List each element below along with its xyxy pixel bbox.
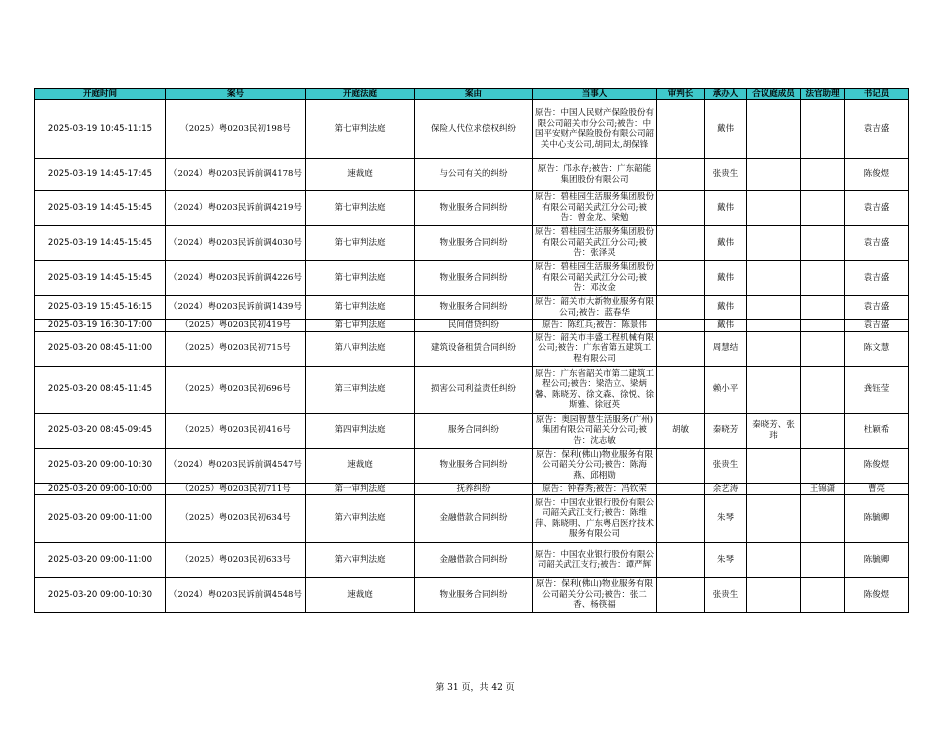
- presiding-judge-cell: [657, 320, 705, 332]
- cause-cell: 金融借款合同纠纷: [415, 543, 533, 578]
- presiding-judge-cell: [657, 100, 705, 159]
- header-handler: 承办人: [705, 89, 747, 100]
- panel-members-cell: [747, 159, 801, 191]
- parties-cell: 原告：钟春秀;被告：冯钦荣: [533, 483, 657, 495]
- case-number-cell: （2024）粤0203民诉前调4178号: [166, 159, 306, 191]
- clerk-cell: 袁吉盛: [845, 226, 909, 261]
- case-number-cell: （2025）粤0203民初419号: [166, 320, 306, 332]
- judge-assistant-cell: [801, 331, 845, 366]
- judge-assistant-cell: [801, 495, 845, 543]
- page-footer: 第 31 页，共 42 页: [435, 683, 515, 693]
- case-number-cell: （2024）粤0203民诉前调4226号: [166, 261, 306, 296]
- table-row: [35, 578, 909, 613]
- handler-cell: 余艺涛: [705, 483, 747, 495]
- cause-cell: 损害公司利益责任纠纷: [415, 366, 533, 413]
- courtroom-cell: 速裁庭: [306, 159, 415, 191]
- header-cause: 案由: [415, 89, 533, 100]
- header-hearing-time: 开庭时间: [35, 89, 166, 100]
- judge-assistant-cell: [801, 448, 845, 483]
- case-number-cell: （2024）粤0203民诉前调4219号: [166, 191, 306, 226]
- handler-cell: 秦晓芳: [705, 413, 747, 448]
- handler-cell: 朱琴: [705, 495, 747, 543]
- header-parties: 当事人: [533, 89, 657, 100]
- courtroom-cell: 第四审判法庭: [306, 413, 415, 448]
- clerk-cell: 袁吉盛: [845, 191, 909, 226]
- handler-cell: 戴伟: [705, 320, 747, 332]
- handler-cell: 张贵生: [705, 159, 747, 191]
- panel-members-cell: [747, 320, 801, 332]
- cause-cell: 民间借贷纠纷: [415, 320, 533, 332]
- cause-cell: 物业服务合同纠纷: [415, 448, 533, 483]
- panel-members-cell: [747, 296, 801, 320]
- parties-cell: 原告：碧桂园生活服务集团股份有限公司韶关武江分公司;被告：邓汝金: [533, 261, 657, 296]
- judge-assistant-cell: 王锦潇: [801, 483, 845, 495]
- parties-cell: 原告：中国农业银行股份有限公司韶关武江支行;被告：陈维萍、陈晓明、广东粤启医疗技术服务有限公司: [533, 495, 657, 543]
- handler-cell: 戴伟: [705, 191, 747, 226]
- judge-assistant-cell: [801, 226, 845, 261]
- case-number-cell: （2024）粤0203民诉前调4547号: [166, 448, 306, 483]
- clerk-cell: 袁吉盛: [845, 261, 909, 296]
- parties-cell: 原告：保利(佛山)物业服务有限公司韶关分公司;被告：陈海燕、邱栩勋: [533, 448, 657, 483]
- judge-assistant-cell: [801, 366, 845, 413]
- courtroom-cell: 第六审判法庭: [306, 495, 415, 543]
- header-row: [35, 89, 909, 100]
- hearing-time-cell: 2025-03-20 09:00-10:00: [35, 483, 166, 495]
- courtroom-cell: 第七审判法庭: [306, 100, 415, 159]
- clerk-cell: 袁吉盛: [845, 100, 909, 159]
- case-number-cell: （2024）粤0203民诉前调4030号: [166, 226, 306, 261]
- presiding-judge-cell: [657, 226, 705, 261]
- table-row: [35, 366, 909, 413]
- hearing-time-cell: 2025-03-19 14:45-15:45: [35, 226, 166, 261]
- table-row: [35, 495, 909, 543]
- hearing-time-cell: 2025-03-20 09:00-10:30: [35, 578, 166, 613]
- header-case-number: 案号: [166, 89, 306, 100]
- case-number-cell: （2025）粤0203民初198号: [166, 100, 306, 159]
- cause-cell: 金融借款合同纠纷: [415, 495, 533, 543]
- handler-cell: 戴伟: [705, 226, 747, 261]
- hearing-schedule-table: [34, 88, 909, 613]
- cause-cell: 物业服务合同纠纷: [415, 226, 533, 261]
- judge-assistant-cell: [801, 413, 845, 448]
- panel-members-cell: [747, 366, 801, 413]
- clerk-cell: 袁吉盛: [845, 296, 909, 320]
- courtroom-cell: 第三审判法庭: [306, 366, 415, 413]
- hearing-time-cell: 2025-03-20 09:00-11:00: [35, 543, 166, 578]
- presiding-judge-cell: [657, 191, 705, 226]
- hearing-time-cell: 2025-03-19 16:30-17:00: [35, 320, 166, 332]
- panel-members-cell: [747, 495, 801, 543]
- hearing-time-cell: 2025-03-19 14:45-17:45: [35, 159, 166, 191]
- hearing-time-cell: 2025-03-19 14:45-15:45: [35, 261, 166, 296]
- parties-cell: 原告：广东省韶关市第二建筑工程公司;被告：梁浩立、梁炳馨、陈晓芳、徐文森、徐悦、徐斯雅、徐冠英: [533, 366, 657, 413]
- parties-cell: 原告：陈红兵;被告：陈景伟: [533, 320, 657, 332]
- header-panel-members: 合议庭成员: [747, 89, 801, 100]
- hearing-time-cell: 2025-03-20 08:45-11:45: [35, 366, 166, 413]
- panel-members-cell: [747, 226, 801, 261]
- case-number-cell: （2025）粤0203民初633号: [166, 543, 306, 578]
- panel-members-cell: [747, 578, 801, 613]
- case-number-cell: （2025）粤0203民初696号: [166, 366, 306, 413]
- case-number-cell: （2025）粤0203民初416号: [166, 413, 306, 448]
- clerk-cell: 陈毓卿: [845, 543, 909, 578]
- presiding-judge-cell: [657, 578, 705, 613]
- courtroom-cell: 第八审判法庭: [306, 331, 415, 366]
- case-number-cell: （2025）粤0203民初634号: [166, 495, 306, 543]
- handler-cell: 戴伟: [705, 261, 747, 296]
- case-number-cell: （2025）粤0203民初711号: [166, 483, 306, 495]
- judge-assistant-cell: [801, 191, 845, 226]
- table-row: [35, 100, 909, 159]
- cause-cell: 物业服务合同纠纷: [415, 191, 533, 226]
- hearing-time-cell: 2025-03-20 09:00-10:30: [35, 448, 166, 483]
- presiding-judge-cell: [657, 366, 705, 413]
- panel-members-cell: [747, 331, 801, 366]
- clerk-cell: 龚钰莹: [845, 366, 909, 413]
- parties-cell: 原告：奥园智慧生活服务(广州)集团有限公司韶关分公司;被告：沈志敏: [533, 413, 657, 448]
- courtroom-cell: 第七审判法庭: [306, 320, 415, 332]
- header-judge-assistant: 法官助理: [801, 89, 845, 100]
- parties-cell: 原告：碧桂园生活服务集团股份有限公司韶关武江分公司;被告：曾金龙、梁勉: [533, 191, 657, 226]
- table-row: [35, 543, 909, 578]
- panel-members-cell: [747, 261, 801, 296]
- hearing-time-cell: 2025-03-19 15:45-16:15: [35, 296, 166, 320]
- courtroom-cell: 第一审判法庭: [306, 483, 415, 495]
- clerk-cell: 陈俊煜: [845, 578, 909, 613]
- header-presiding-judge: 审判长: [657, 89, 705, 100]
- judge-assistant-cell: [801, 100, 845, 159]
- case-number-cell: （2024）粤0203民诉前调4548号: [166, 578, 306, 613]
- clerk-cell: 陈毓卿: [845, 495, 909, 543]
- parties-cell: 原告：中国人民财产保险股份有限公司韶关市分公司;被告：中国平安财产保险股份有限公司韶关中心支公司,胡同太,胡保锋: [533, 100, 657, 159]
- courtroom-cell: 第七审判法庭: [306, 191, 415, 226]
- presiding-judge-cell: [657, 543, 705, 578]
- cause-cell: 保险人代位求偿权纠纷: [415, 100, 533, 159]
- courtroom-cell: 第七审判法庭: [306, 261, 415, 296]
- handler-cell: 张贵生: [705, 448, 747, 483]
- parties-cell: 原告：碧桂园生活服务集团股份有限公司韶关武江分公司;被告：张泽灵: [533, 226, 657, 261]
- handler-cell: 朱琴: [705, 543, 747, 578]
- table-row: [35, 226, 909, 261]
- presiding-judge-cell: [657, 495, 705, 543]
- parties-cell: 原告：保利(佛山)物业服务有限公司韶关分公司;被告：张二香、杨筷福: [533, 578, 657, 613]
- table-row: [35, 413, 909, 448]
- courtroom-cell: 第六审判法庭: [306, 543, 415, 578]
- table-row: [35, 296, 909, 320]
- table-row: [35, 191, 909, 226]
- courtroom-cell: 速裁庭: [306, 448, 415, 483]
- presiding-judge-cell: [657, 159, 705, 191]
- header-clerk: 书记员: [845, 89, 909, 100]
- hearing-time-cell: 2025-03-20 08:45-09:45: [35, 413, 166, 448]
- header-courtroom: 开庭法庭: [306, 89, 415, 100]
- cause-cell: 服务合同纠纷: [415, 413, 533, 448]
- presiding-judge-cell: [657, 331, 705, 366]
- judge-assistant-cell: [801, 578, 845, 613]
- cause-cell: 与公司有关的纠纷: [415, 159, 533, 191]
- clerk-cell: 杜颖希: [845, 413, 909, 448]
- handler-cell: 张贵生: [705, 578, 747, 613]
- judge-assistant-cell: [801, 543, 845, 578]
- handler-cell: 戴伟: [705, 100, 747, 159]
- hearing-time-cell: 2025-03-20 09:00-11:00: [35, 495, 166, 543]
- table-row: [35, 261, 909, 296]
- clerk-cell: 陈俊煜: [845, 448, 909, 483]
- clerk-cell: 曹亮: [845, 483, 909, 495]
- presiding-judge-cell: [657, 483, 705, 495]
- cause-cell: 物业服务合同纠纷: [415, 261, 533, 296]
- panel-members-cell: [747, 100, 801, 159]
- table-body: [35, 100, 909, 613]
- hearing-time-cell: 2025-03-19 14:45-15:45: [35, 191, 166, 226]
- clerk-cell: 陈文慧: [845, 331, 909, 366]
- parties-cell: 原告：韶关市丰盛工程机械有限公司;被告：广东省第五建筑工程有限公司: [533, 331, 657, 366]
- panel-members-cell: [747, 191, 801, 226]
- courtroom-cell: 速裁庭: [306, 578, 415, 613]
- cause-cell: 抚养纠纷: [415, 483, 533, 495]
- handler-cell: 赖小平: [705, 366, 747, 413]
- parties-cell: 原告：邝永存;被告：广东韶能集团股份有限公司: [533, 159, 657, 191]
- panel-members-cell: [747, 483, 801, 495]
- presiding-judge-cell: [657, 261, 705, 296]
- courtroom-cell: 第七审判法庭: [306, 296, 415, 320]
- cause-cell: 物业服务合同纠纷: [415, 578, 533, 613]
- presiding-judge-cell: [657, 296, 705, 320]
- judge-assistant-cell: [801, 159, 845, 191]
- handler-cell: 戴伟: [705, 296, 747, 320]
- parties-cell: 原告：韶关市大新物业服务有限公司;被告：蓝春华: [533, 296, 657, 320]
- clerk-cell: 袁吉盛: [845, 320, 909, 332]
- panel-members-cell: 秦晓芳、张玮: [747, 413, 801, 448]
- table-row: [35, 159, 909, 191]
- hearing-time-cell: 2025-03-19 10:45-11:15: [35, 100, 166, 159]
- table-row: [35, 448, 909, 483]
- courtroom-cell: 第七审判法庭: [306, 226, 415, 261]
- parties-cell: 原告：中国农业银行股份有限公司韶关武江支行;被告：谭严辉: [533, 543, 657, 578]
- panel-members-cell: [747, 448, 801, 483]
- case-number-cell: （2024）粤0203民诉前调1439号: [166, 296, 306, 320]
- clerk-cell: 陈俊煜: [845, 159, 909, 191]
- table-row: [35, 320, 909, 332]
- cause-cell: 物业服务合同纠纷: [415, 296, 533, 320]
- presiding-judge-cell: [657, 448, 705, 483]
- judge-assistant-cell: [801, 261, 845, 296]
- presiding-judge-cell: 胡敏: [657, 413, 705, 448]
- judge-assistant-cell: [801, 296, 845, 320]
- cause-cell: 建筑设备租赁合同纠纷: [415, 331, 533, 366]
- handler-cell: 周慧结: [705, 331, 747, 366]
- hearing-time-cell: 2025-03-20 08:45-11:00: [35, 331, 166, 366]
- table-row: [35, 483, 909, 495]
- table-row: [35, 331, 909, 366]
- case-number-cell: （2025）粤0203民初715号: [166, 331, 306, 366]
- judge-assistant-cell: [801, 320, 845, 332]
- panel-members-cell: [747, 543, 801, 578]
